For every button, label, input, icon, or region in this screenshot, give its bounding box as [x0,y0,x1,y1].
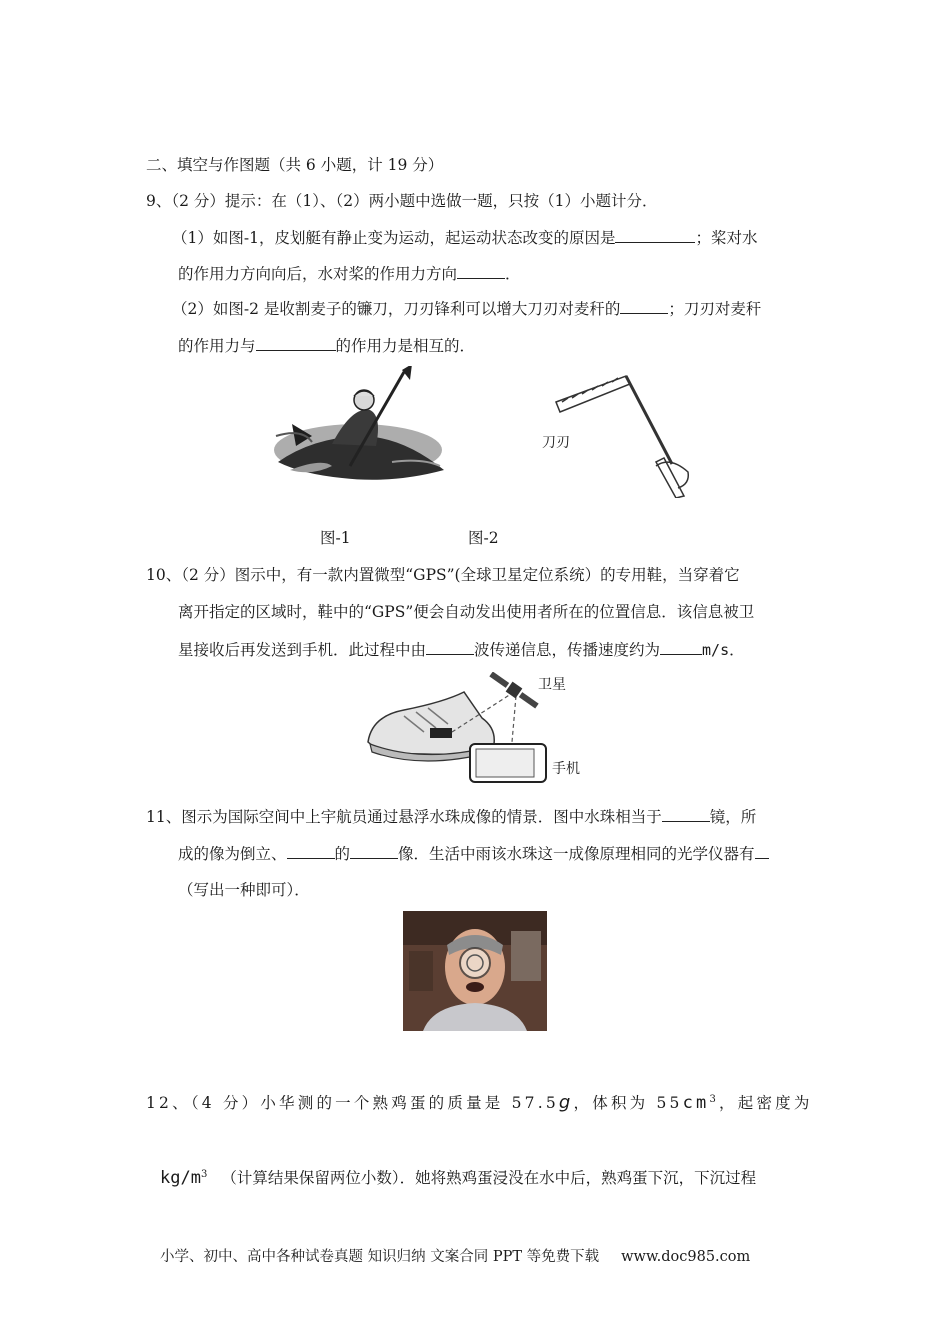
q11-line2 [178,842,769,865]
answer-blank[interactable] [615,226,695,243]
q9-text: （1）如图-1，皮划艇有静止变为运动，起运动状态改变的原因是 [172,229,616,247]
water-droplet-photo [403,911,547,1031]
density-unit: kg/m [160,1168,201,1189]
q9-text: ；刀刃对麦秆 [668,300,762,318]
q9-part1-line2 [178,262,521,285]
footer-url[interactable]: www.doc985.com [621,1249,751,1265]
footer-text: 小学、初中、高中各种试卷真题 知识归纳 文案合同 PPT 等免费下载 [160,1249,600,1265]
volume-exponent: 3 [709,1094,720,1105]
figure1-caption: 图-1 [320,529,351,547]
kayak-figure [272,366,450,488]
satellite-label: 卫星 [538,677,566,693]
q12-text: ，起密度为 [719,1094,813,1113]
answer-blank[interactable] [287,842,335,859]
answer-blank[interactable] [350,842,398,859]
mass-unit: g [558,1092,574,1114]
q10-text: ． [729,641,745,659]
q10-text: 星接收后再发送到手机．此过程中由 [178,641,427,659]
q9-part2-line2 [178,334,475,357]
q12-line1 [146,1089,813,1114]
q9-part1-line1 [172,226,757,249]
q11-line3: （写出一种即可）． [178,881,310,899]
q9-part2-line1 [172,297,761,320]
answer-blank[interactable] [660,638,702,655]
answer-blank[interactable] [457,262,505,279]
q12-line2 [160,1164,756,1189]
answer-blank[interactable] [426,638,474,655]
volume-unit: cm [682,1093,710,1114]
q11-text: 成的像为倒立、 [178,845,287,863]
q11-text: 镜，所 [709,808,757,826]
figure2-caption: 图-2 [468,529,499,547]
phone-label: 手机 [552,761,580,777]
unit-mps: m/s [702,641,730,659]
q10-text: 波传递信息，传播速度约为 [474,641,661,659]
answer-blank[interactable] [620,297,668,314]
q12-text: 12、（4 分）小华测的一个熟鸡蛋的质量是 57.5 [146,1094,559,1113]
section-header: 二、填空与作图题（共 6 小题，计 19 分） [146,156,444,174]
q10-line1: 10、（2 分）图示中，有一款内置微型“GPS”(全球卫星定位系统）的专用鞋，当穿着它 [146,566,740,584]
q9-text: （2）如图-2 是收割麦子的镰刀，刀刃锋利可以增大刀刃对麦秆的 [172,300,621,318]
density-exponent: 3 [200,1169,208,1180]
q10-line2: 离开指定的区域时，鞋中的“GPS”便会自动发出使用者所在的位置信息．该信息被卫 [178,603,755,621]
q9-intro: 9、（2 分）提示：在（1）、（2）两小题中选做一题，只按（1）小题计分． [146,192,658,210]
blade-label: 刀刃 [542,435,570,451]
q10-line3 [178,638,745,661]
footer [160,1246,750,1268]
q11-text: 11、图示为国际空间中上宇航员通过悬浮水珠成像的情景．图中水珠相当于 [146,808,662,826]
answer-blank[interactable] [755,842,769,859]
q12-text: ，体积为 55 [573,1094,683,1113]
q11-line1 [146,805,756,828]
q9-text: 的作用力与 [178,337,256,355]
q12-text: （计算结果保留两位小数）．她将熟鸡蛋浸没在水中后，熟鸡蛋下沉，下沉过程 [221,1169,757,1188]
q9-text: ． [505,265,521,283]
answer-blank[interactable] [662,805,710,822]
answer-blank[interactable] [256,334,336,351]
q9-text: 的作用力方向向后，水对桨的作用力方向 [178,265,458,283]
q11-text: 像．生活中雨该水珠这一成像原理相同的光学仪器有 [398,845,755,863]
q11-text: 的 [334,845,351,863]
q9-text: 的作用力是相互的． [335,337,476,355]
q9-text: ；桨对水 [695,229,758,247]
